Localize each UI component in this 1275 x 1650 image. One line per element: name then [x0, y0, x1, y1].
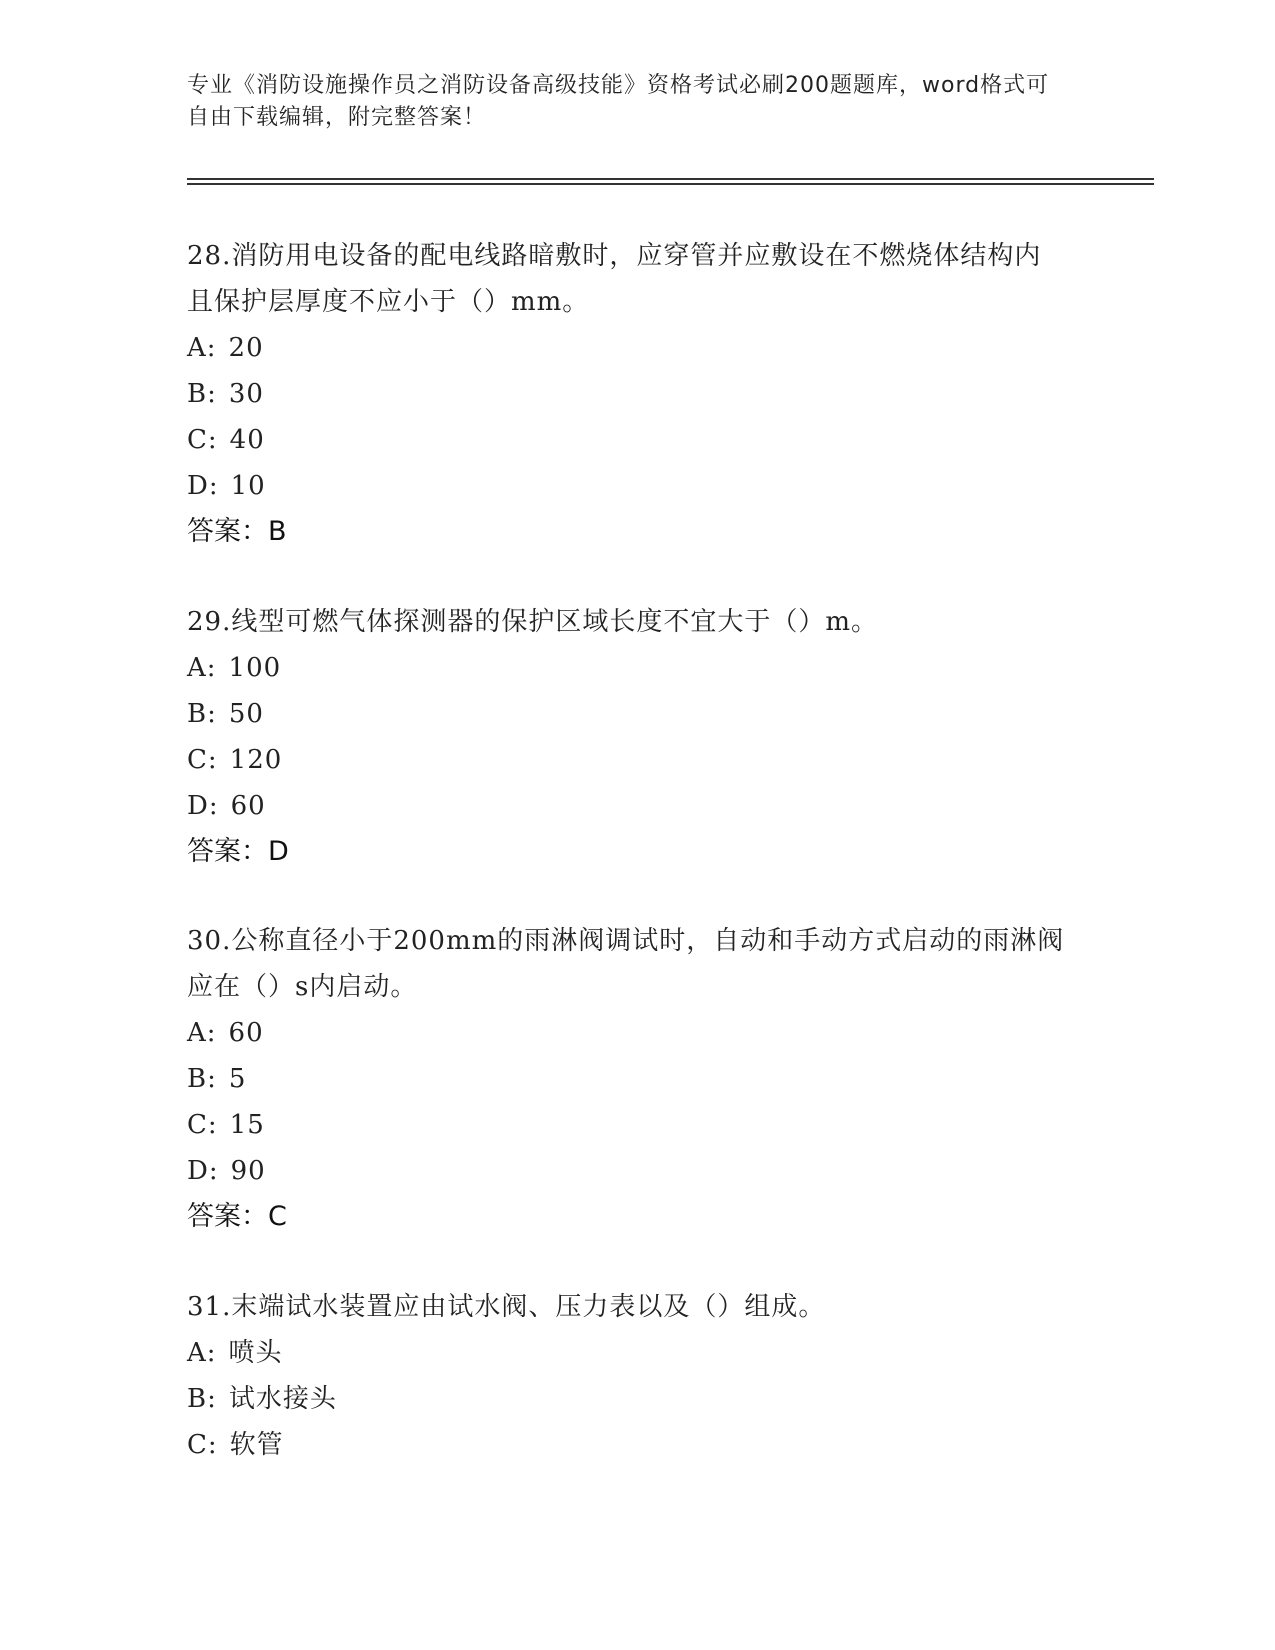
option-a: [187, 325, 1087, 371]
option-letter: A: [187, 1338, 207, 1368]
option-text: 60: [228, 1018, 264, 1048]
question-stem: 30.公称直径小于200mm的雨淋阀调试时，自动和手动方式启动的雨淋阀应在（）s内启动。: [187, 926, 1065, 1002]
option-text: 15: [229, 1110, 265, 1140]
option-text: 20: [228, 333, 264, 363]
option-letter: C: [187, 1110, 208, 1140]
option-letter: A: [187, 653, 207, 683]
answer-label: 答案：D: [187, 836, 289, 867]
option-text: 试水接头: [228, 1384, 337, 1414]
option-separator: :: [207, 745, 218, 775]
option-letter: B: [187, 379, 208, 409]
option-separator: :: [208, 1156, 219, 1186]
option-text: 60: [230, 791, 266, 821]
question-stem: 29.线型可燃气体探测器的保护区域长度不宜大于（）m。: [187, 607, 879, 637]
option-separator: :: [207, 425, 218, 455]
option-text: 40: [229, 425, 265, 455]
option-b: [187, 371, 1087, 417]
option-letter: C: [187, 1430, 208, 1460]
option-c: [187, 737, 1087, 783]
option-d: [187, 783, 1087, 829]
option-separator: :: [208, 471, 219, 501]
option-separator: :: [207, 699, 217, 729]
question-30: [187, 918, 1087, 1240]
option-text: 喷头: [228, 1338, 283, 1368]
header-divider-bottom: [187, 183, 1154, 185]
option-a: [187, 1010, 1087, 1056]
option-separator: :: [206, 1018, 217, 1048]
option-c: [187, 417, 1087, 463]
option-letter: B: [187, 1384, 208, 1414]
option-letter: C: [187, 425, 208, 455]
option-text: 5: [228, 1064, 247, 1094]
option-separator: :: [207, 1110, 218, 1140]
option-letter: B: [187, 699, 208, 729]
option-text: 软管: [229, 1430, 284, 1460]
option-letter: D: [187, 791, 209, 821]
question-28: [187, 233, 1087, 555]
option-text: 100: [228, 653, 282, 683]
option-letter: A: [187, 1018, 207, 1048]
option-text: 10: [230, 471, 266, 501]
option-d: [187, 1148, 1087, 1194]
option-text: 90: [230, 1156, 266, 1186]
question-stem: 28.消防用电设备的配电线路暗敷时，应穿管并应敷设在不燃烧体结构内且保护层厚度不应小于（）mm。: [187, 241, 1042, 317]
option-letter: A: [187, 333, 207, 363]
option-b: [187, 1376, 1087, 1422]
option-text: 30: [228, 379, 264, 409]
answer-label: 答案：B: [187, 516, 287, 547]
question-29: [187, 599, 1087, 875]
option-a: [187, 645, 1087, 691]
option-letter: C: [187, 745, 208, 775]
option-separator: :: [206, 653, 217, 683]
option-separator: :: [207, 379, 217, 409]
document-header: 专业《消防设施操作员之消防设备高级技能》资格考试必刷200题题库，word格式可自由下载编辑，附完整答案！: [187, 73, 1050, 130]
question-31: [187, 1284, 1087, 1468]
option-letter: B: [187, 1064, 208, 1094]
option-b: [187, 691, 1087, 737]
option-separator: :: [206, 333, 217, 363]
option-letter: D: [187, 471, 209, 501]
option-separator: :: [206, 1338, 217, 1368]
option-separator: :: [207, 1430, 218, 1460]
header-divider-top: [187, 178, 1154, 180]
option-separator: :: [208, 791, 219, 821]
option-a: [187, 1330, 1087, 1376]
option-separator: :: [207, 1384, 217, 1414]
option-separator: :: [207, 1064, 217, 1094]
option-text: 120: [229, 745, 283, 775]
option-text: 50: [228, 699, 264, 729]
option-c: [187, 1422, 1087, 1468]
question-stem: 31.末端试水装置应由试水阀、压力表以及（）组成。: [187, 1292, 826, 1322]
option-c: [187, 1102, 1087, 1148]
answer-label: 答案：C: [187, 1201, 287, 1232]
option-letter: D: [187, 1156, 209, 1186]
option-b: [187, 1056, 1087, 1102]
option-d: [187, 463, 1087, 509]
